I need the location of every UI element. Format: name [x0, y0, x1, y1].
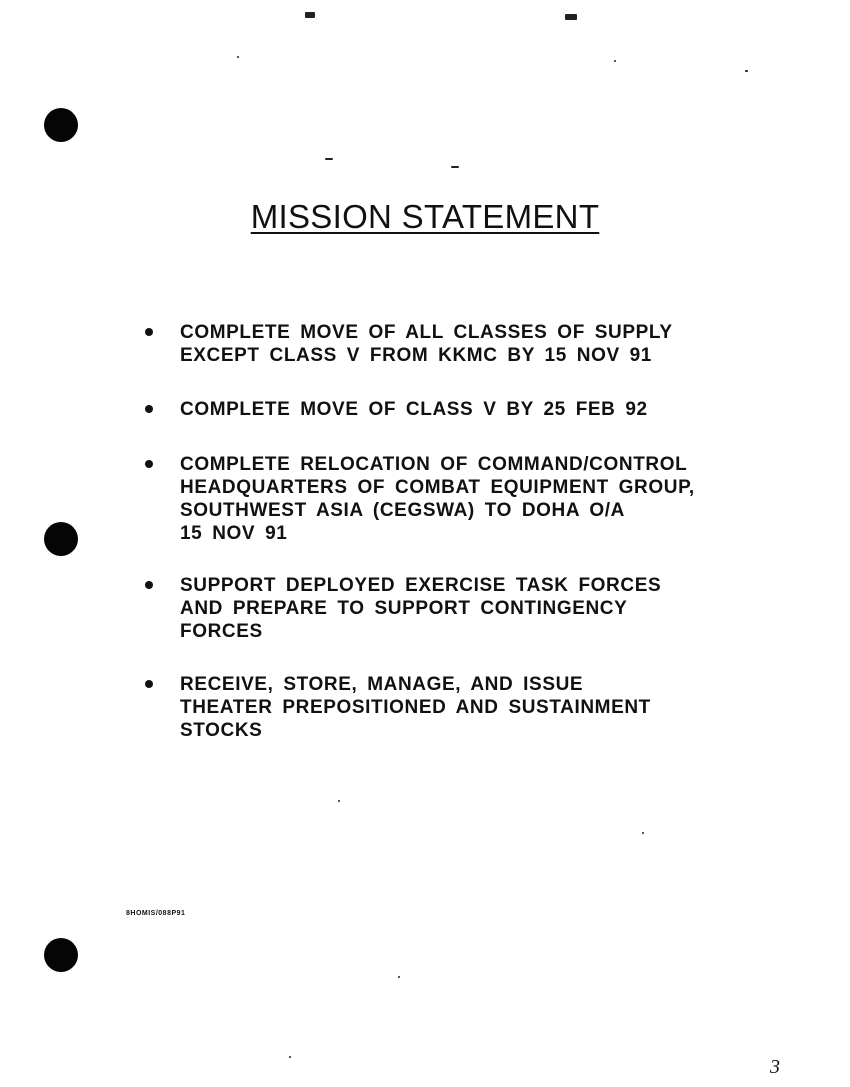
bullet-icon: [145, 581, 153, 589]
bullet-item: [180, 398, 780, 421]
bullet-icon: [145, 328, 153, 336]
footer-code: 8HOMIS/088P91: [126, 910, 186, 917]
bullet-item: [180, 321, 780, 367]
bullet-text: COMPLETE MOVE OF CLASS V BY 25 FEB 92: [180, 399, 648, 420]
bullet-text: COMPLETE RELOCATION OF COMMAND/CONTROL HEADQUARTERS OF COMBAT EQUIPMENT GROUP, SOUTHWEST ASIA (CEGSWA) TO DOHA O/A 15 NOV 91: [180, 454, 695, 544]
bullet-item: [180, 453, 780, 545]
bullet-item: [180, 574, 780, 643]
page-number: 3: [770, 1056, 780, 1078]
bullet-text: RECEIVE, STORE, MANAGE, AND ISSUE THEATER PREPOSITIONED AND SUSTAINMENT STOCKS: [180, 674, 651, 741]
document-title: MISSION STATEMENT: [250, 198, 600, 235]
bullet-item: [180, 673, 780, 742]
bullet-icon: [145, 460, 153, 468]
bullet-text: SUPPORT DEPLOYED EXERCISE TASK FORCES AND PREPARE TO SUPPORT CONTINGENCY FORCES: [180, 575, 662, 642]
bullet-text: COMPLETE MOVE OF ALL CLASSES OF SUPPLY EXCEPT CLASS V FROM KKMC BY 15 NOV 91: [180, 322, 673, 366]
bullet-icon: [145, 680, 153, 688]
bullet-icon: [145, 405, 153, 413]
